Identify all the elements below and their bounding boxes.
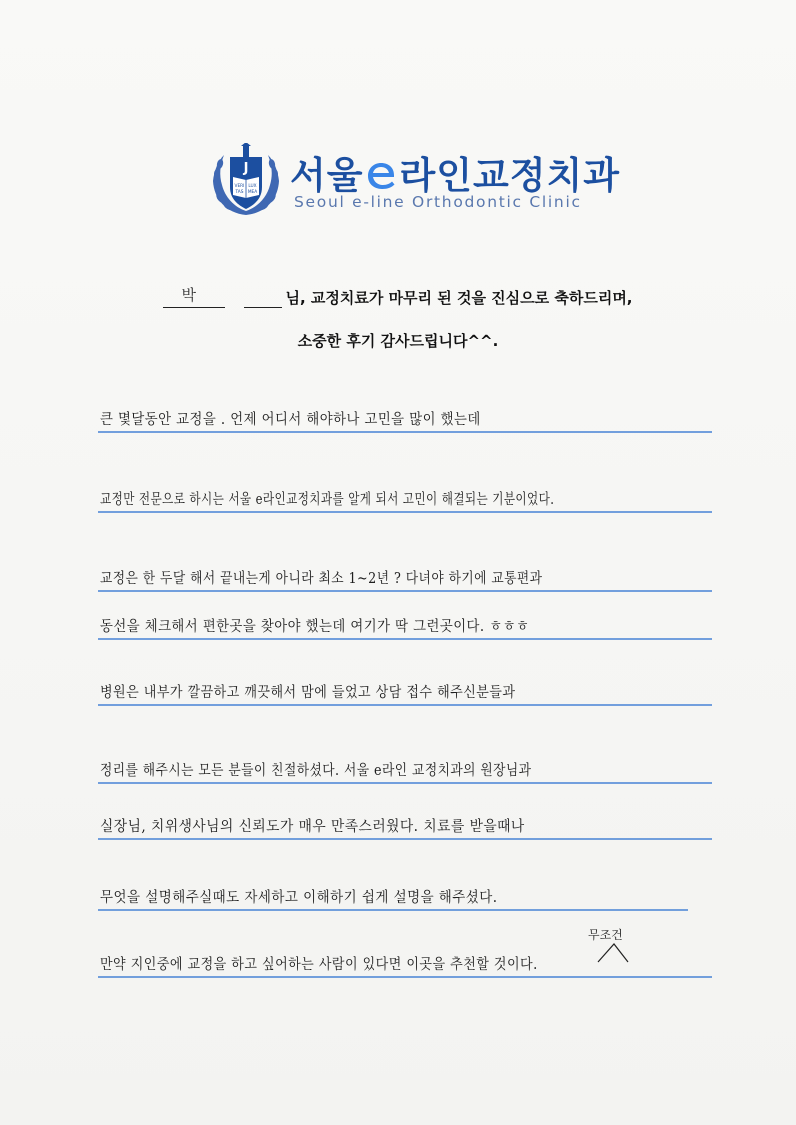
seal-mark-text: J [243, 161, 249, 176]
greeting-line-2: 소중한 후기 감사드립니다^^. [297, 332, 499, 350]
patient-name-blank-2 [244, 289, 282, 308]
underline-rule [98, 704, 712, 706]
underline-rule [98, 782, 712, 784]
clinic-name-korean [290, 145, 620, 199]
letter-line-text: 교정만 전문으로 하시는 서울 e라인교정치과를 알게 되서 고민이 해결되는 기분이었다. [100, 492, 555, 508]
underline-rule [98, 511, 712, 513]
letter-line-text: 병원은 내부가 깔끔하고 깨끗해서 맘에 들었고 상담 접수 해주신분들과 [100, 685, 516, 701]
clinic-name-english: Seoul e-line Orthodontic Clinic [294, 193, 582, 211]
letter-line-text: 무엇을 설명해주실때도 자세하고 이해하기 쉽게 설명을 해주셨다. [100, 890, 498, 906]
seal-text-bottom2: MEA [247, 190, 258, 195]
seal-text-top: VERI [234, 184, 245, 189]
clinic-name-part1: 서울 [290, 154, 364, 197]
letter-line-text: 실장님, 치위생사님의 신뢰도가 매우 만족스러웠다. 치료를 받을때나 [100, 819, 525, 835]
seal-text-mid: LUX [248, 184, 257, 189]
clinic-logo [208, 143, 620, 223]
inserted-word-note: 무조건 [588, 928, 623, 942]
insertion-caret-icon [594, 940, 634, 964]
letter-line-text: 큰 몇달동안 교정을 . 언제 어디서 해야하나 고민을 많이 했는데 [100, 412, 481, 428]
letter-line-text: 교정은 한 두달 해서 끝내는게 아니라 최소 1~2년 ? 다녀야 하기에 교통편과 [100, 571, 543, 587]
underline-rule [98, 838, 712, 840]
underline-rule [98, 909, 688, 911]
letter-line-text: 만약 지인중에 교정을 하고 싶어하는 사람이 있다면 이곳을 추천할 것이다. [100, 957, 538, 973]
underline-rule [98, 976, 712, 978]
patient-name-blank [163, 286, 225, 308]
underline-rule [98, 590, 712, 592]
underline-rule [98, 431, 712, 433]
letter-line-text: 정리를 해주시는 모든 분들이 친절하셨다. 서울 e라인 교정치과의 원장님과 [100, 763, 532, 779]
underline-rule [98, 638, 712, 640]
greeting-line-1 [0, 287, 796, 308]
greeting-text-1: 님, 교정치료가 마무리 된 것을 진심으로 축하드리며, [285, 289, 633, 307]
letter-line-text: 동선을 체크해서 편한곳을 찾아야 했는데 여기가 딱 그런곳이다. ㅎㅎㅎ [100, 619, 530, 635]
clinic-name-part2: 라인교정치과 [399, 154, 620, 197]
patient-name-handwritten: 박 [181, 286, 196, 304]
e-logo-icon [364, 156, 398, 186]
seal-text-bottom1: TAS [235, 190, 244, 195]
university-seal-icon [208, 143, 284, 219]
